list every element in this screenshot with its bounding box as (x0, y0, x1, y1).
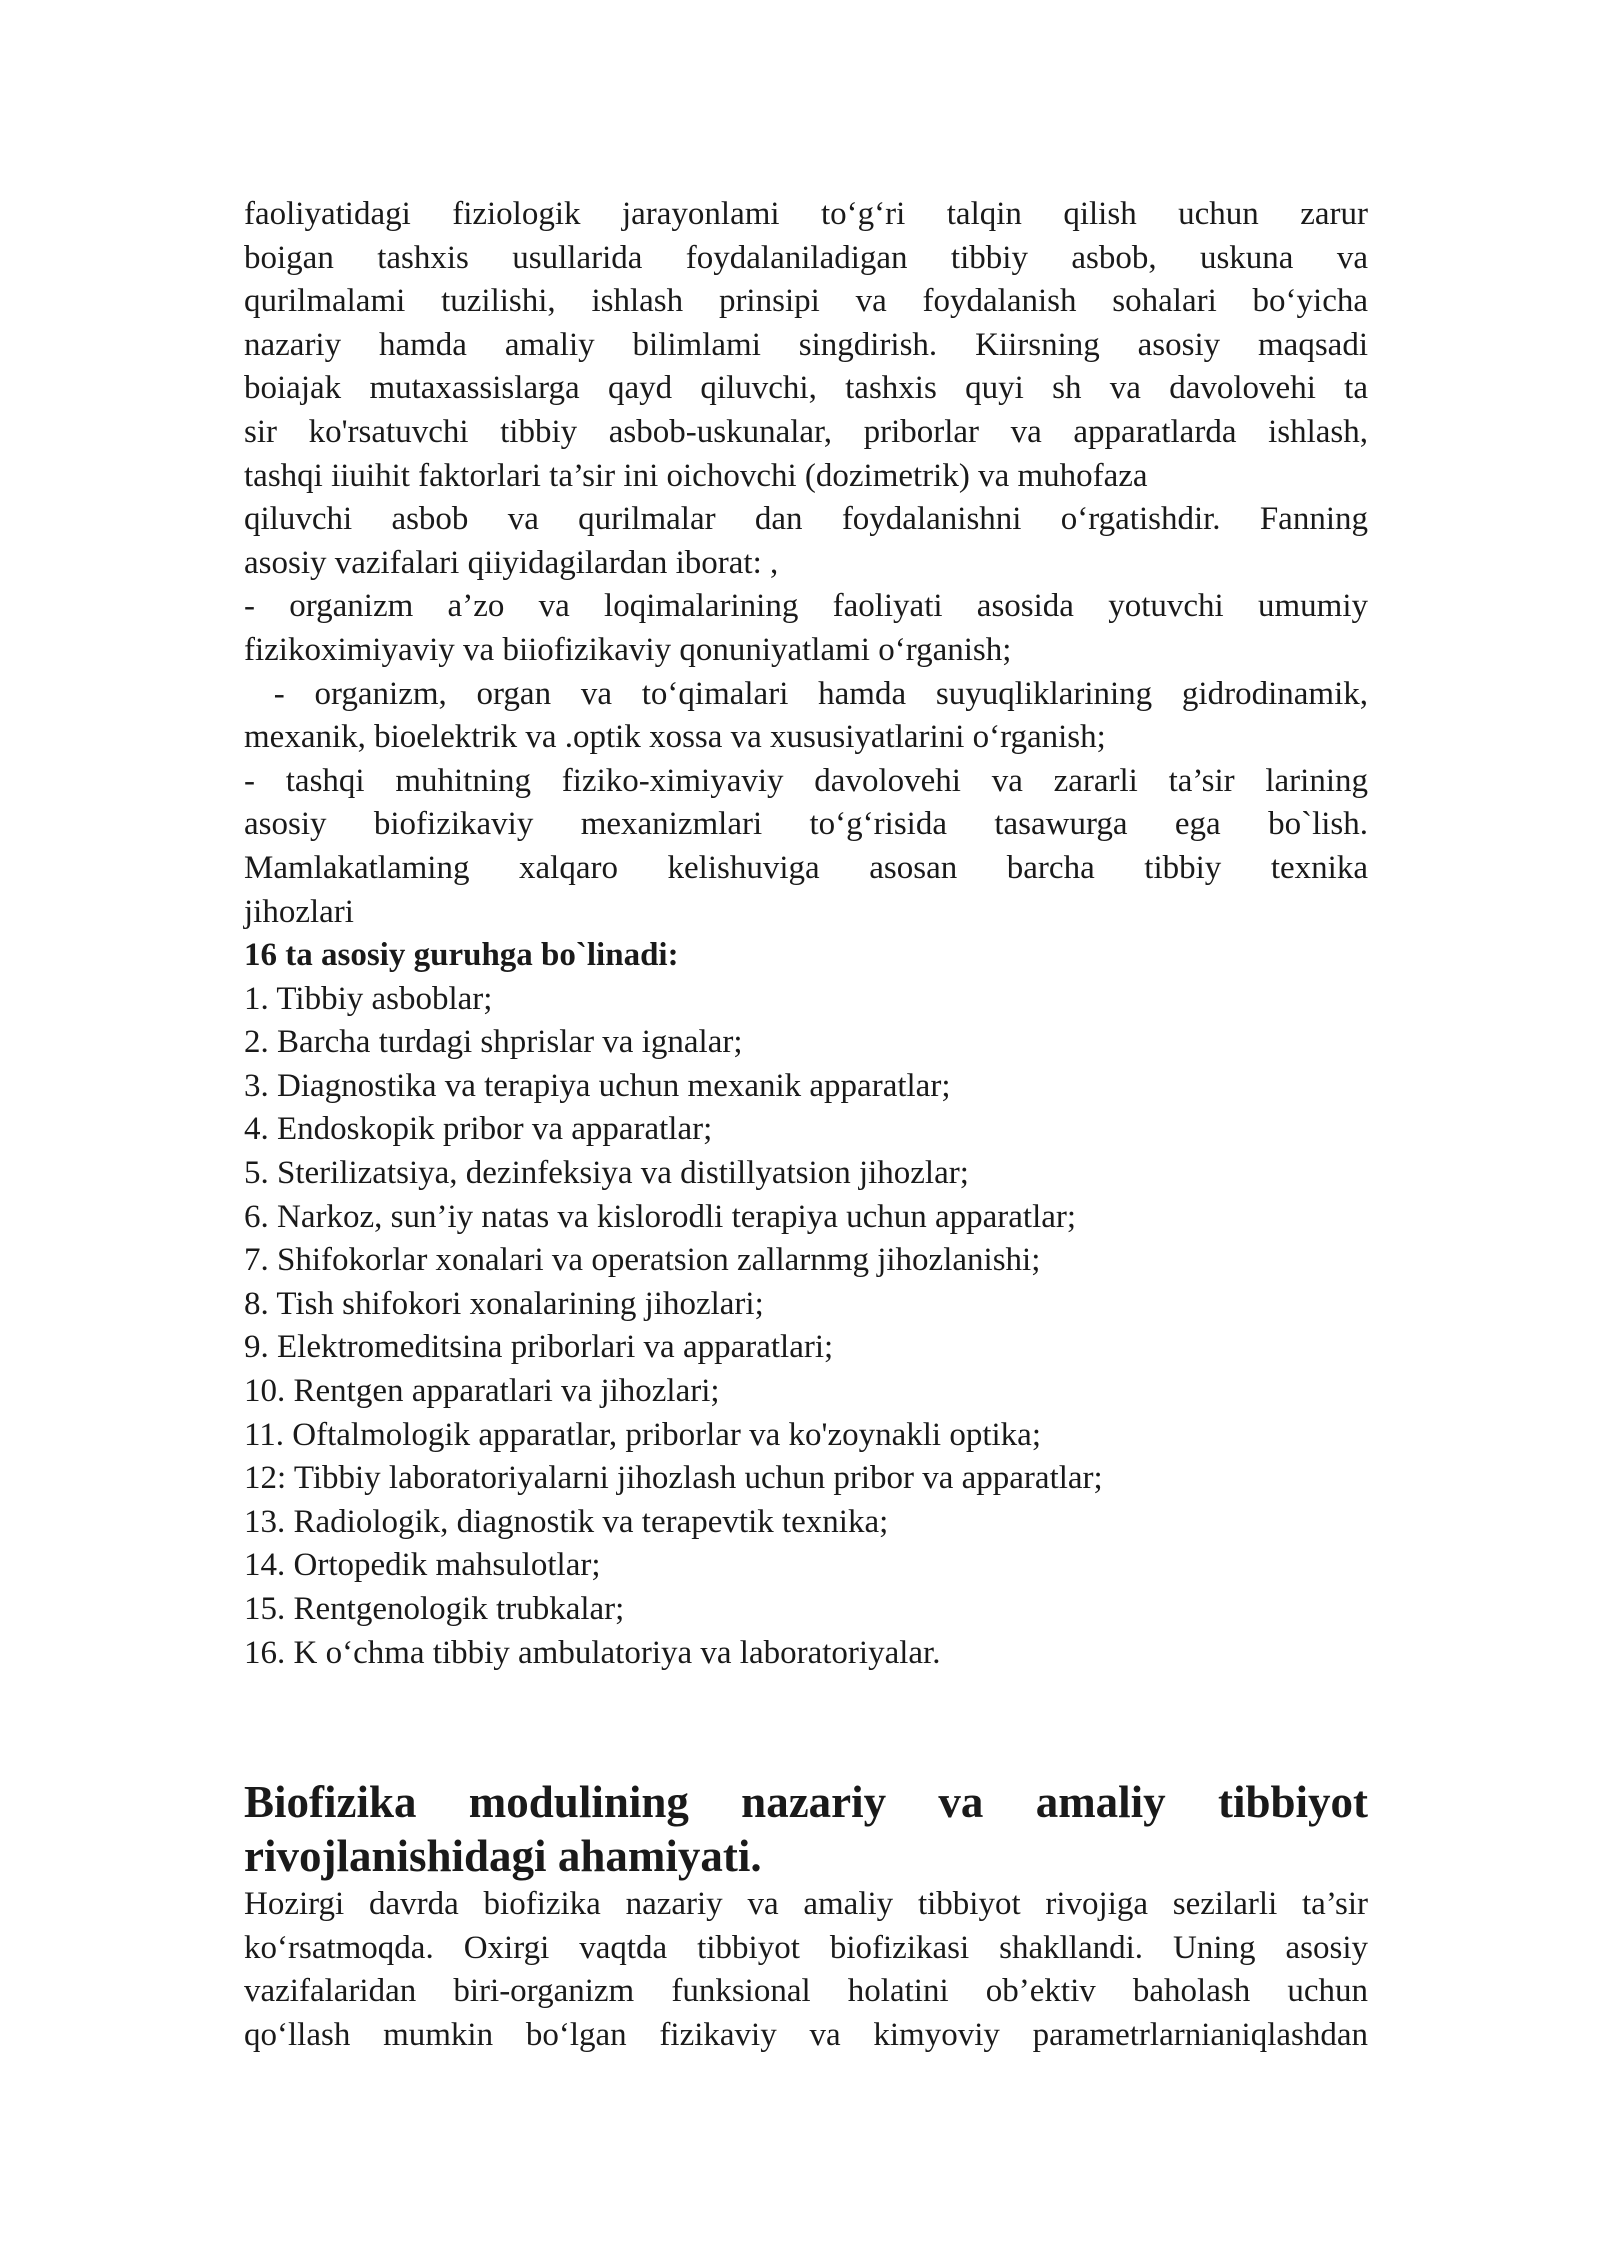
text-line: faoliyatidagi fiziologik jarayonlami to‘g‘ri talqin qilish uchun zarur (244, 196, 1368, 232)
text-line: asosiy vazifalari qiiyidagilardan iborat: , (244, 544, 779, 581)
list-item: 1. Tibbiy asboblar; (244, 980, 493, 1017)
intro-paragraph (244, 193, 1368, 934)
list-item: 9. Elektromeditsina priborlari va apparatlari; (244, 1329, 834, 1366)
list-item: 15. Rentgenologik trubkalar; (244, 1591, 625, 1627)
groups-title: 16 ta asosiy guruhga bo`linadi: (244, 937, 679, 974)
page-content (244, 193, 1368, 2058)
list-item: 12: Tibbiy laboratoriyalarni jihozlash uchun pribor va apparatlar; (244, 1460, 1103, 1497)
list-item: 8. Tish shifokori xonalarining jihozlari; (244, 1285, 764, 1322)
section-paragraph (244, 1883, 1368, 2057)
text-line: - organizm, organ va to‘qimalari hamda suyuqliklarining gidrodinamik, (244, 675, 1368, 712)
list-item: 13. Radiologik, diagnostik va terapevtik texnika; (244, 1503, 889, 1540)
text-line: tashqi iiuihit faktorlari ta’sir ini oichovchi (dozimetrik) va muhofaza (244, 457, 1148, 494)
heading-line: Biofizika modulining nazariy va amaliy tibbiyot (244, 1777, 1368, 1828)
text-line: - organizm a’zo va loqimalarining faoliyati asosida yotuvchi umumiy (244, 588, 1368, 625)
text-line: boiajak mutaxassislarga qayd qiluvchi, tashxis quyi sh va davolovehi ta (244, 370, 1368, 407)
list-item: 11. Oftalmologik apparatlar, priborlar va ko'zoynakli optika; (244, 1416, 1041, 1453)
text-line: ko‘rsatmoqda. Oxirgi vaqtda tibbiyot biofizikasi shakllandi. Uning asosiy (244, 1929, 1368, 1966)
list-item: 4. Endoskopik pribor va apparatlar; (244, 1111, 713, 1148)
text-line: nazariy hamda amaliy bilimlami singdirish. Kiirsning asosiy maqsadi (244, 326, 1368, 363)
text-line: asosiy biofizikaviy mexanizmlari to‘g‘risida tasawurga ega bo`lish. (244, 806, 1368, 843)
text-line: mexanik, bioelektrik va .optik xossa va xususiyatlarini o‘rganish; (244, 719, 1106, 756)
text-line: qo‘llash mumkin bo‘lgan fizikaviy va kimyoviy parametrlarnianiqlashdan (244, 2016, 1368, 2053)
text-line: qurilmalami tuzilishi, ishlash prinsipi va foydalanish sohalari bo‘yicha (244, 283, 1368, 320)
groups-list (244, 978, 1368, 1676)
list-item: 10. Rentgen apparatlari va jihozlari; (244, 1373, 720, 1410)
text-line: Mamlakatlaming xalqaro kelishuviga asosan barcha tibbiy texnika (244, 849, 1368, 886)
heading-line: rivojlanishidagi ahamiyati. (244, 1831, 762, 1882)
list-item: 3. Diagnostika va terapiya uchun mexanik apparatlar; (244, 1067, 951, 1104)
text-line: sir ko'rsatuvchi tibbiy asbob-uskunalar, priborlar va apparatlarda ishlash, (244, 413, 1368, 450)
list-item: 7. Shifokorlar xonalari va operatsion zallarnmg jihozlanishi; (244, 1242, 1041, 1279)
list-item: 2. Barcha turdagi shprislar va ignalar; (244, 1024, 743, 1061)
text-line: qiluvchi asbob va qurilmalar dan foydalanishni o‘rgatishdir. Fanning (244, 501, 1368, 538)
text-line: fizikoximiyaviy va biiofizikaviy qonuniyatlami o‘rganish; (244, 631, 1012, 668)
text-line: jihozlari (244, 893, 354, 930)
section-heading (244, 1775, 1368, 1883)
text-line: vazifalaridan biri-organizm funksional holatini ob’ektiv baholash uchun (244, 1973, 1368, 2010)
list-item: 6. Narkoz, sun’iy natas va kislorodli terapiya uchun apparatlar; (244, 1198, 1077, 1235)
list-item: 14. Ortopedik mahsulotlar; (244, 1547, 601, 1584)
list-item: 16. K o‘chma tibbiy ambulatoriya va laboratoriyalar. (244, 1634, 941, 1671)
text-line: Hozirgi davrda biofizika nazariy va amaliy tibbiyot rivojiga sezilarli ta’sir (244, 1886, 1368, 1923)
text-line: - tashqi muhitning fiziko-ximiyaviy davolovehi va zararli ta’sir larining (244, 762, 1368, 799)
text-line: boigan tashxis usullarida foydalaniladigan tibbiy asbob, uskuna va (244, 239, 1368, 276)
list-item: 5. Sterilizatsiya, dezinfeksiya va distillyatsion jihozlar; (244, 1155, 969, 1192)
